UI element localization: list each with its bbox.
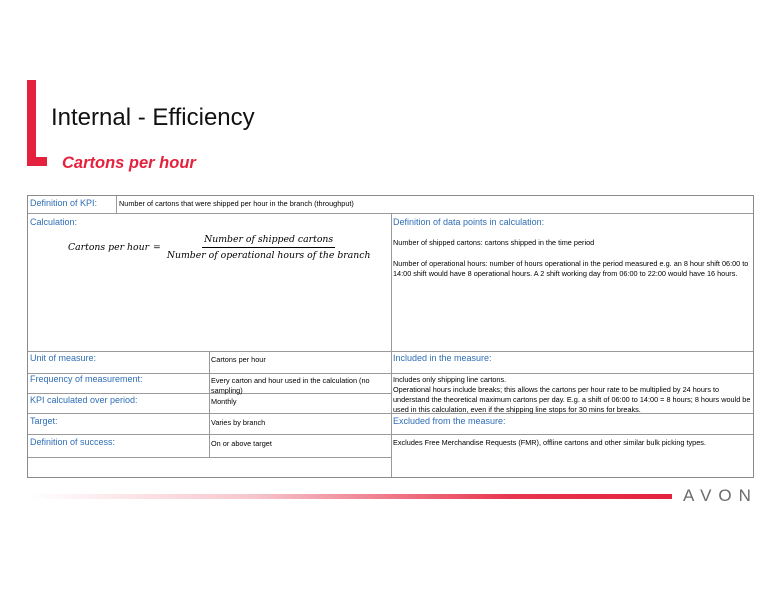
accent-bracket-foot xyxy=(27,157,47,166)
kpi-definition-table xyxy=(27,195,754,478)
included-label: Included in the measure: xyxy=(393,353,492,363)
definition-label: Definition of KPI: xyxy=(30,198,98,208)
target-label: Target: xyxy=(30,416,58,426)
datapoints-text-1: Number of shipped cartons: cartons shipped in the time period xyxy=(393,238,595,247)
column-divider xyxy=(116,196,117,213)
frequency-value: Every carton and hour used in the calculation (no sampling) xyxy=(211,376,370,395)
column-divider xyxy=(209,351,210,457)
row-divider xyxy=(28,457,391,458)
calculation-label: Calculation: xyxy=(30,217,78,227)
calculation-formula xyxy=(68,234,372,261)
datapoints-label: Definition of data points in calculation: xyxy=(393,217,545,227)
excluded-text: Excludes Free Merchandise Requests (FMR), offline cartons and other similar bulk picking types. xyxy=(393,438,706,447)
target-value: Varies by branch xyxy=(211,418,266,427)
definition-value: Number of cartons that were shipped per hour in the branch (throughput) xyxy=(119,199,354,208)
page-title: Internal - Efficiency xyxy=(51,104,255,131)
footer-accent-line xyxy=(27,494,672,499)
success-label: Definition of success: xyxy=(30,437,116,447)
formula-denominator: Number of operational hours of the branch xyxy=(166,250,371,261)
page-subtitle: Cartons per hour xyxy=(62,154,196,172)
excluded-label: Excluded from the measure: xyxy=(393,416,506,426)
period-value: Monthly xyxy=(211,397,237,406)
avon-logo: AVON xyxy=(683,486,758,505)
success-value: On or above target xyxy=(211,439,272,448)
formula-lhs: Cartons per hour xyxy=(68,242,150,253)
unit-label: Unit of measure: xyxy=(30,353,97,363)
formula-numerator: Number of shipped cartons xyxy=(202,234,335,248)
formula-fraction xyxy=(165,234,373,261)
period-label: KPI calculated over period: xyxy=(30,395,138,405)
accent-bracket xyxy=(27,80,36,166)
unit-value: Cartons per hour xyxy=(211,355,266,364)
formula-equals: = xyxy=(153,242,161,253)
frequency-label: Frequency of measurement: xyxy=(30,374,143,384)
included-text: Includes only shipping line cartons. Operational hours include breaks; this allows the cartons per hour rate to be multiplied by 24 hours to understand the theoretical maximum cartons per day. E.g. a shift of 06:00 to 14:00 = 8 hours; 8 hours would be used in this calculation, even if the shipping line stops for 30 mins for breaks. xyxy=(393,375,751,414)
datapoints-text-2: Number of operational hours: number of hours operational in the period measured e.g. an 8 hour shift 06:00 to 14:00 shift would have 8 operational hours. A 2 shift working day from 06:00 to 22:00 would have 16 hours. xyxy=(393,259,749,278)
column-divider xyxy=(391,213,392,477)
